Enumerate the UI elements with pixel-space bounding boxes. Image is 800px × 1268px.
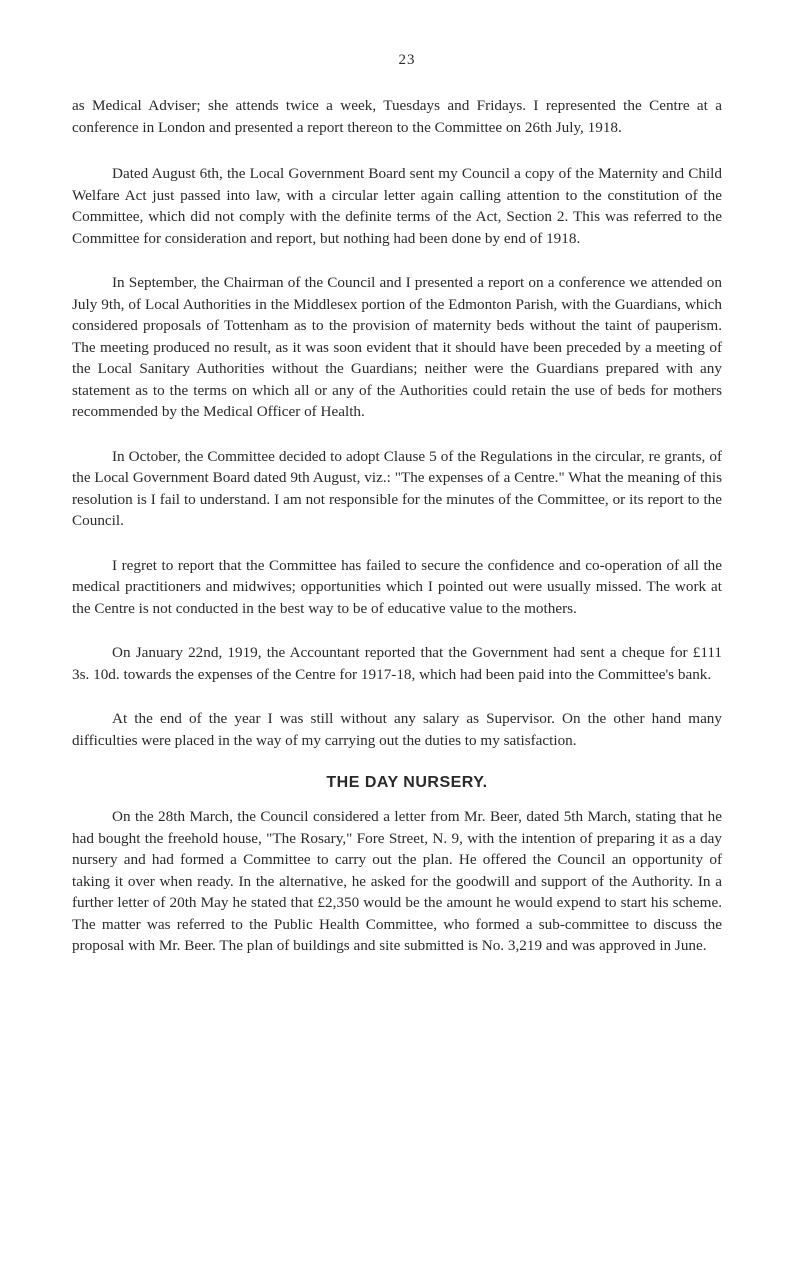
paragraph-committee-failure: I regret to report that the Committee has failed to secure the confidence and co-operation of all the medical practitioners and midwives; opportunities which I pointed out were usually missed. The work at the Centre is not conducted in the best way to be of educative value to the mothers. [72,556,722,617]
page-number: 23 [398,52,416,68]
paragraph-medical-adviser: as Medical Adviser; she attends twice a week, Tuesdays and Fridays. I represented the Centre at a conference in London and presented a report thereon to the Committee on 26th July, 1918. [72,97,722,136]
paragraph-august-circular: Dated August 6th, the Local Government Board sent my Council a copy of the Maternity and Child Welfare Act just passed into law, with a circular letter again calling attention to the constitution of the Committee, which did not comply with the definite terms of the Act, Section 2. This was referred to the Committee for consideration and report, but nothing had been done by end of 1918. [72,165,722,247]
paragraph-end-of-year: At the end of the year I was still without any salary as Supervisor. On the other hand many difficulties were placed in the way of my carrying out the duties to my satisfaction. [72,710,722,749]
document-page [72,52,722,980]
section-heading-day-nursery: THE DAY NURSERY. [326,774,488,791]
paragraph-day-nursery: On the 28th March, the Council considered a letter from Mr. Beer, dated 5th March, stating that he had bought the freehold house, "The Rosary," Fore Street, N. 9, with the intention of preparing it as a day nursery and had formed a Committee to carry out the plan. He offered the Council an opportunity of taking it over when ready. In the alternative, he asked for the goodwill and support of the Authority. In a further letter of 20th May he stated that £2,350 would be the amount he would expend to start his scheme. The matter was referred to the Public Health Committee, who formed a sub-committee to discuss the proposal with Mr. Beer. The plan of buildings and site submitted is No. 3,219 and was approved in June. [72,808,722,954]
paragraph-january-cheque: On January 22nd, 1919, the Accountant reported that the Government had sent a cheque for £111 3s. 10d. towards the expenses of the Centre for 1917-18, which had been paid into the Committee's bank. [72,644,722,683]
paragraph-september-conference: In September, the Chairman of the Council and I presented a report on a conference we attended on July 9th, of Local Authorities in the Middlesex portion of the Edmonton Parish, with the Guardians, which considered proposals of Tottenham as to the provision of maternity beds without the taint of pauperism. The meeting produced no result, as it was soon evident that it should have been preceded by a meeting of the Local Sanitary Authorities without the Guardians; neither were the Guardians prepared with any statement as to the terms on which all or any of the Authorities could retain the use of beds for mothers recommended by the Medical Officer of Health. [72,274,722,420]
paragraph-october-clause: In October, the Committee decided to adopt Clause 5 of the Regulations in the circular, re grants, of the Local Government Board dated 9th August, viz.: "The expenses of a Centre." What the meaning of this resolution is I fail to understand. I am not responsible for the minutes of the Committee, or its report to the Council. [72,447,722,529]
